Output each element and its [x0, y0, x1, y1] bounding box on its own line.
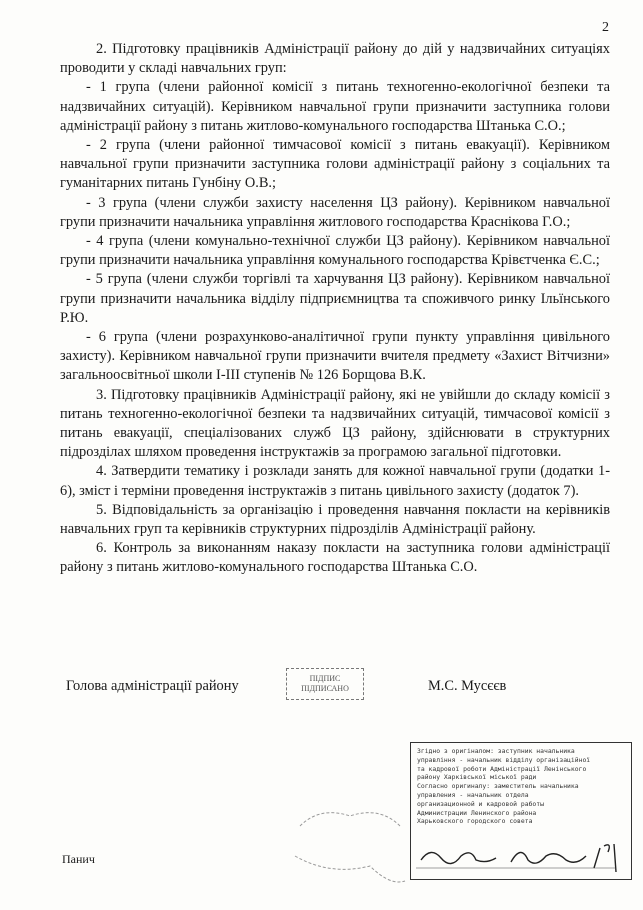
stamp-line: та кадрової роботи Адміністрації Ленінського [417, 764, 587, 773]
stamp-line: Администрации Ленинского района [417, 808, 537, 817]
stamp-line: управління - начальник відділу організаційної [417, 755, 591, 764]
order-paragraph: 5. Відповідальність за організацію і проведення навчання покласти на керівників навчальних груп та керівників структурних підрозділів Адміністрації району. [60, 501, 610, 538]
stamp-line: Згідно з оригіналом: заступник начальника [417, 747, 575, 755]
stamp-line: организационной и кадровой работы [417, 799, 544, 808]
page-number: 2 [602, 20, 609, 35]
group-list-item: - 2 група (члени районної тимчасової комісії з питань евакуації). Керівником навчальної групи призначити заступника голови адміністрації району з соціальних та гуманітарних питань Гунбіну О.В.; [60, 137, 610, 192]
order-paragraph: 6. Контроль за виконанням наказу покласти на заступника голови адміністрації району з питань житлово-комунального господарства Штанька С.О. [60, 540, 610, 576]
group-list-item: - 3 група (члени служби захисту населення ЦЗ району). Керівником навчальної групи призначити начальника управління житлового господарства Краснікова Г.О.; [60, 194, 610, 230]
group-list-item: - 6 група (члени розрахунково-аналітичної групи пункту управління цивільного захисту). Керівником навчальної групи призначити вчителя предмету «Захист Вітчизни» загальноосвітньої школи І-ІІІ ступенів № 126 Борщова В.К. [60, 329, 610, 384]
group-list-item: - 5 група (члени служби торгівлі та харчування ЦЗ району). Керівником навчальної групи призначити начальника відділу підприємництва та споживчого ринку Ільїнського Р.Ю. [60, 271, 610, 326]
document-author: Панич [62, 852, 95, 866]
signature-title: Голова адміністрації району [66, 678, 239, 694]
seal-line: ПІДПИС [309, 674, 341, 683]
round-seal-icon [290, 786, 410, 896]
document-body [60, 40, 610, 578]
seal-line: ПІДПИСАНО [301, 684, 349, 693]
signature-name: М.С. Мусєєв [428, 678, 507, 694]
order-paragraph: 2. Підготовку працівників Адміністрації району до дій у надзвичайних ситуаціях проводити у складі навчальних груп: [60, 41, 610, 77]
stamp-line: Согласно оригиналу: заместитель начальника [417, 782, 579, 791]
stamp-line: управления - начальник отдела [417, 790, 529, 799]
group-list-item: - 1 група (члени районної комісії з питань техногенно-екологічної безпеки та надзвичайних ситуацій). Керівником навчальної групи призначити заступника голови адміністрації району з питань житлово-комунального господарства Штанька С.О.; [60, 79, 610, 134]
group-list-item: - 4 група (члени комунально-технічної служби ЦЗ району). Керівником навчальної групи призначити начальника управління комунального господарства Крівєтченка Є.С.; [60, 233, 610, 269]
order-paragraph: 3. Підготовку працівників Адміністрації району, які не увійшли до складу комісії з питань техногенно-екологічної безпеки та надзвичайних ситуацій, тимчасової комісії з питань евакуації, спеціалізованих служб ЦЗ району, здійснювати в структурних підрозділах шляхом проведення інструктажів за програмою загальної підготовки. [60, 386, 610, 461]
order-paragraph: 4. Затвердити тематику і розклади занять для кожної навчальної групи (додатки 1-6), зміст і терміни проведення інструктажів з питань цивільного захисту (додаток 7). [60, 463, 610, 499]
stamp-line: Харьковского городского совета [417, 817, 533, 826]
signature-seal [286, 668, 364, 700]
stamp-line: району Харківської міської ради [417, 773, 537, 782]
handwritten-signature-icon [416, 838, 626, 878]
